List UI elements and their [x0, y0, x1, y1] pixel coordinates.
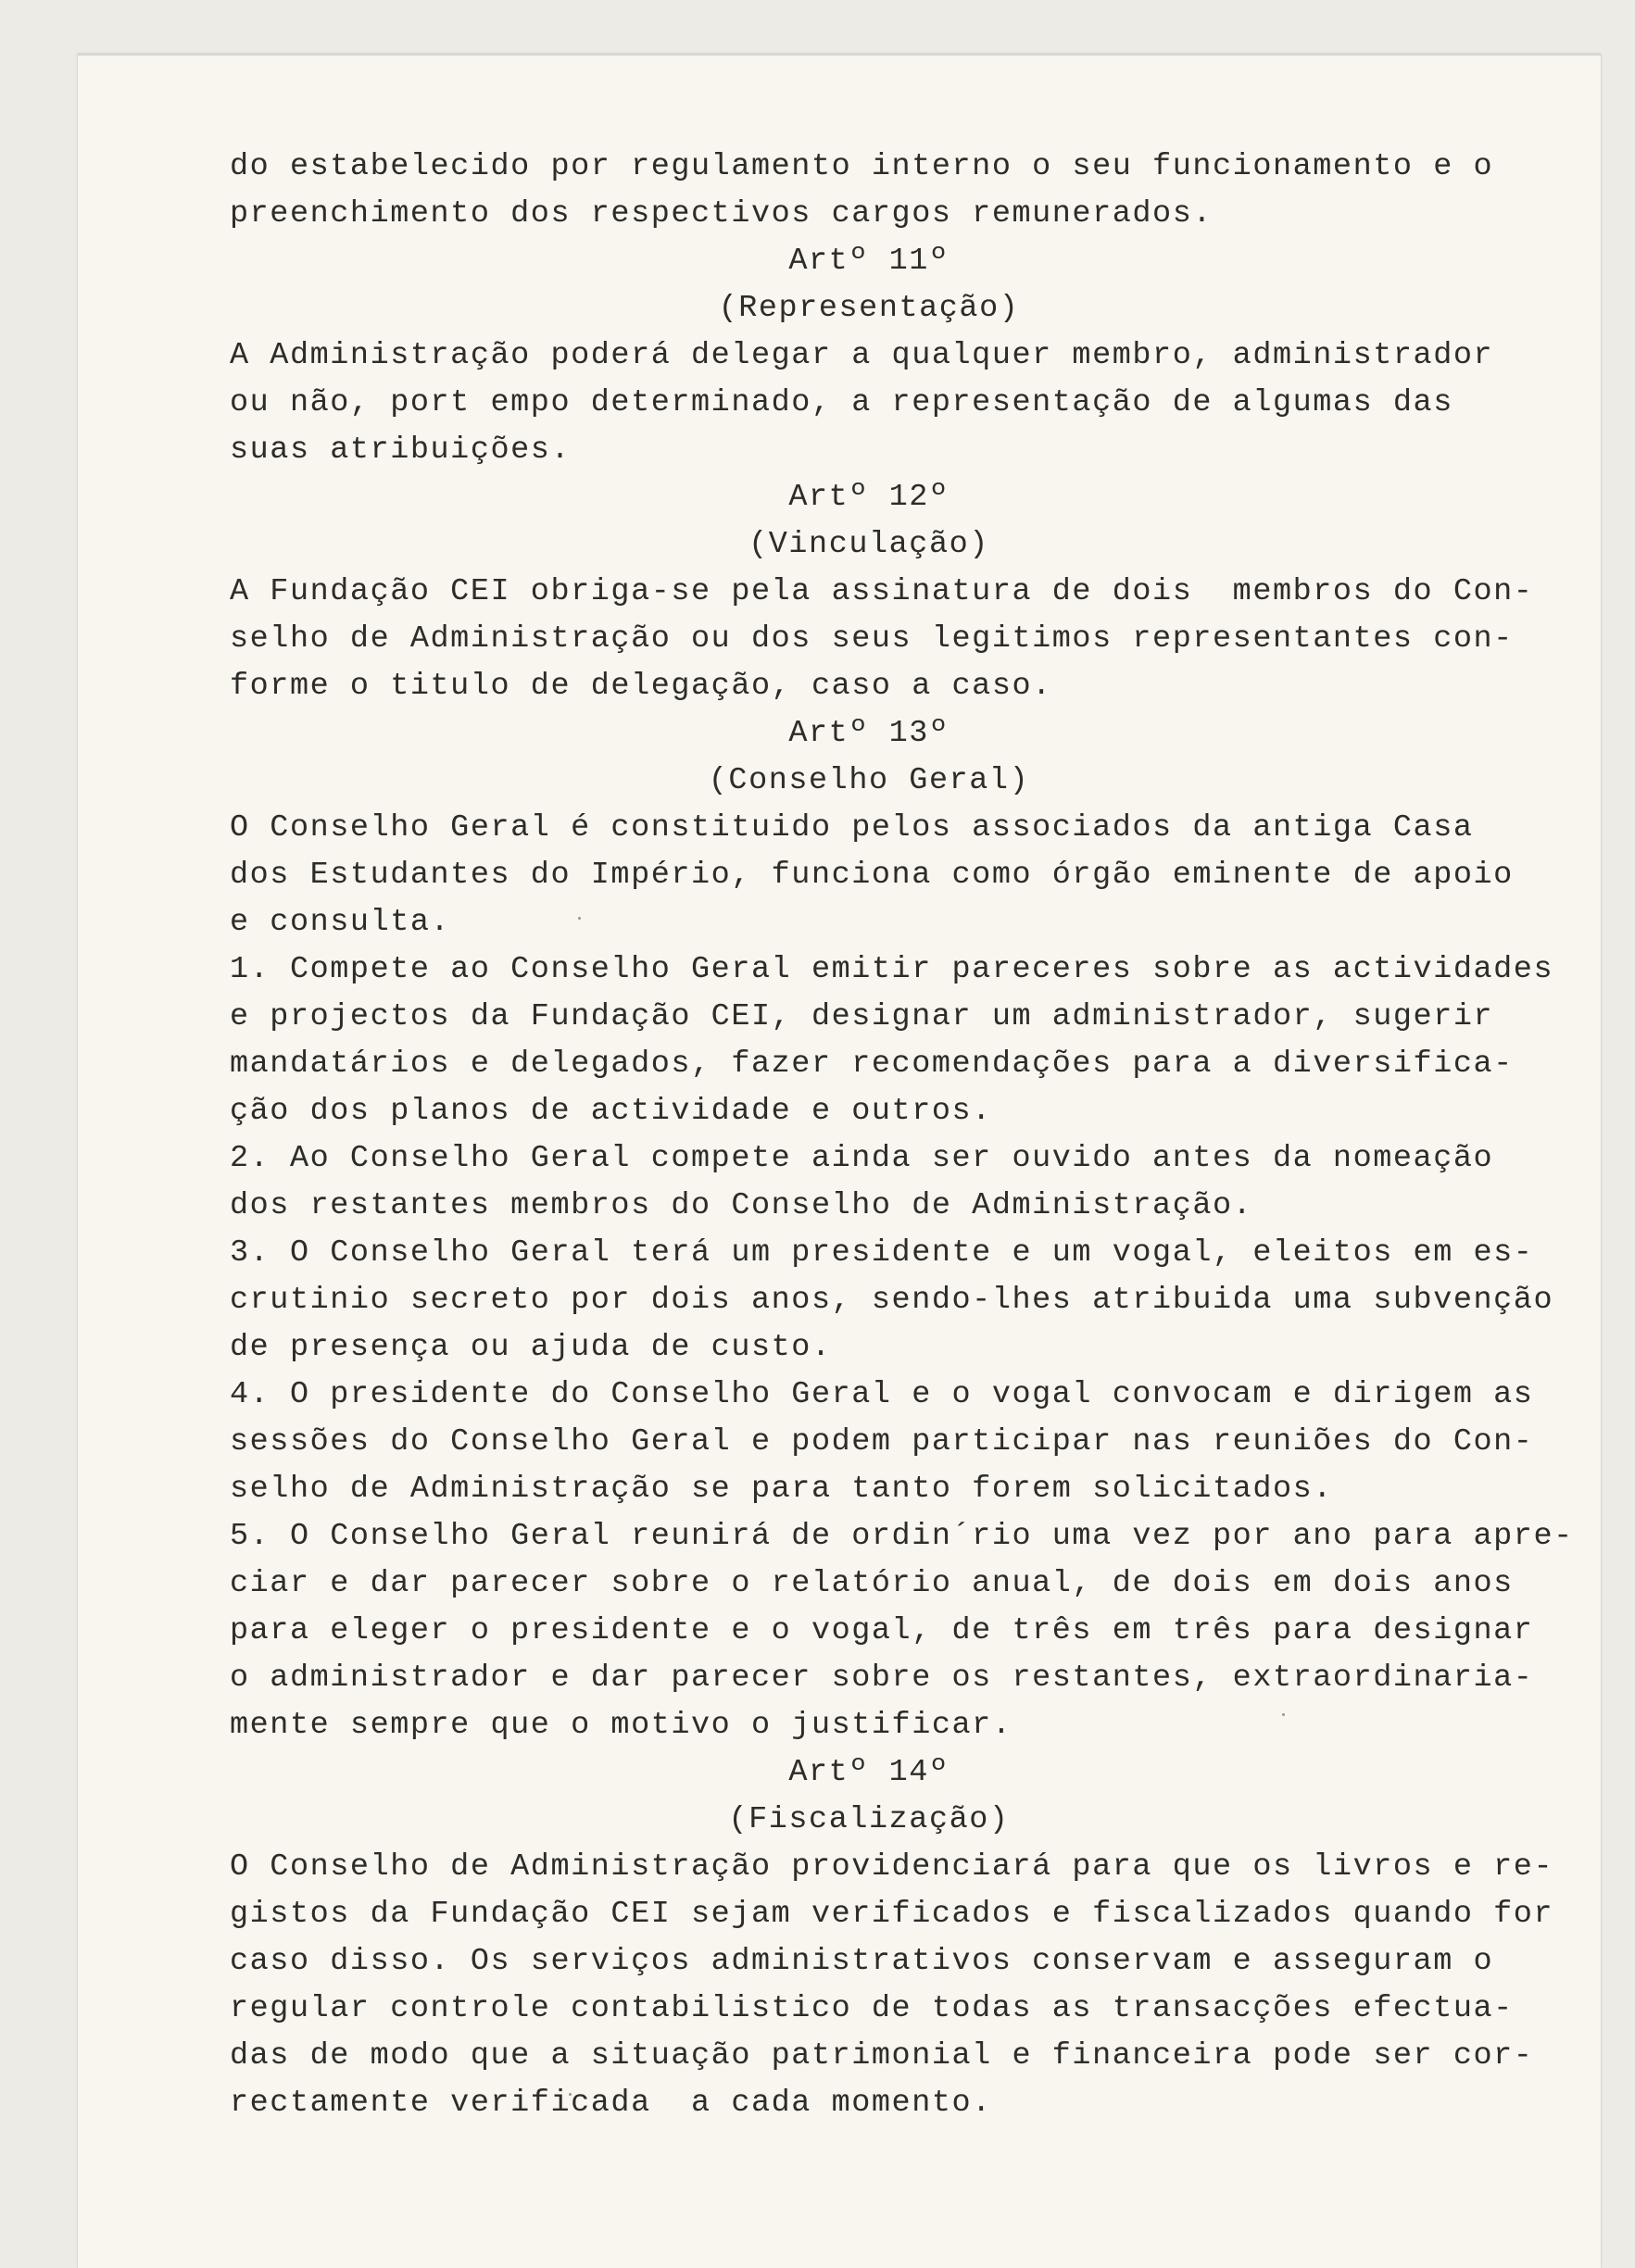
article-12-heading: (Vinculação) — [748, 527, 989, 562]
article-13-line: de presença ou ajuda de custo. — [230, 1330, 832, 1365]
article-13-line: dos restantes membros do Conselho de Administração. — [230, 1188, 1253, 1223]
article-13-line: crutinio secreto por dois anos, sendo-lhes atribuida uma subvenção — [230, 1283, 1554, 1318]
article-14-line: regular controle contabilistico de todas as transacções efectua- — [230, 1991, 1514, 2026]
article-12-number: Artº 12º — [788, 480, 950, 515]
document-page — [78, 54, 1601, 2268]
article-11-line: A Administração poderá delegar a qualquer membro, administrador — [230, 338, 1494, 373]
article-13-line: mente sempre que o motivo o justificar. — [230, 1708, 1012, 1743]
article-13-line: mandatários e delegados, fazer recomendações para a diversifica- — [230, 1046, 1514, 1082]
article-12-line: selho de Administração ou dos seus legitimos representantes con- — [230, 621, 1514, 657]
article-13-line: selho de Administração se para tanto forem solicitados. — [230, 1472, 1333, 1507]
article-11-number: Artº 11º — [788, 244, 950, 279]
article-11-heading: (Representação) — [718, 291, 1020, 326]
article-14-heading: (Fiscalização) — [728, 1802, 1010, 1837]
article-13-line: 5. O Conselho Geral reunirá de ordin´rio uma vez por ano para apre- — [230, 1519, 1574, 1554]
article-12-line: forme o titulo de delegação, caso a caso. — [230, 669, 1052, 704]
article-13-line: dos Estudantes do Império, funciona como órgão eminente de apoio — [230, 858, 1514, 893]
article-13-line: 3. O Conselho Geral terá um presidente e um vogal, eleitos em es- — [230, 1235, 1534, 1271]
article-13-line: e projectos da Fundação CEI, designar um administrador, sugerir — [230, 999, 1494, 1034]
article-13-number: Artº 13º — [788, 716, 950, 751]
article-11-line: ou não, port empo determinado, a representação de algumas das — [230, 385, 1453, 420]
article-14-line: rectamente verificada a cada momento. — [230, 2086, 992, 2121]
article-13-line: 4. O presidente do Conselho Geral e o vogal convocam e dirigem as — [230, 1377, 1534, 1412]
intro-line: preenchimento dos respectivos cargos remunerados. — [230, 196, 1214, 232]
article-13-heading: (Conselho Geral) — [708, 763, 1030, 798]
article-13-line: 1. Compete ao Conselho Geral emitir pareceres sobre as actividades — [230, 952, 1554, 987]
article-14-line: gistos da Fundação CEI sejam verificados e fiscalizados quando for — [230, 1897, 1554, 1932]
document-body — [230, 144, 1574, 2127]
article-13-line: O Conselho Geral é constituido pelos associados da antiga Casa — [230, 810, 1474, 846]
article-13-line: sessões do Conselho Geral e podem participar nas reuniões do Con- — [230, 1424, 1534, 1460]
article-14-line: das de modo que a situação patrimonial e financeira pode ser cor- — [230, 2038, 1534, 2074]
article-14-line: caso disso. Os serviços administrativos conservam e asseguram o — [230, 1944, 1494, 1979]
article-13-line: para eleger o presidente e o vogal, de três em três para designar — [230, 1613, 1534, 1648]
article-14-line: O Conselho de Administração providenciará para que os livros e re- — [230, 1849, 1554, 1885]
article-12-line: A Fundação CEI obriga-se pela assinatura de dois membros do Con- — [230, 574, 1534, 609]
article-13-line: ciar e dar parecer sobre o relatório anual, de dois em dois anos — [230, 1566, 1514, 1601]
article-13-line: 2. Ao Conselho Geral compete ainda ser ouvido antes da nomeação — [230, 1141, 1494, 1176]
article-13-line: e consulta. — [230, 905, 451, 940]
article-13-line: ção dos planos de actividade e outros. — [230, 1094, 992, 1129]
article-11-line: suas atribuições. — [230, 432, 572, 468]
article-14-number: Artº 14º — [788, 1755, 950, 1790]
article-13-line: o administrador e dar parecer sobre os restantes, extraordinaria- — [230, 1660, 1534, 1696]
intro-line: do estabelecido por regulamento interno o seu funcionamento e o — [230, 149, 1494, 184]
